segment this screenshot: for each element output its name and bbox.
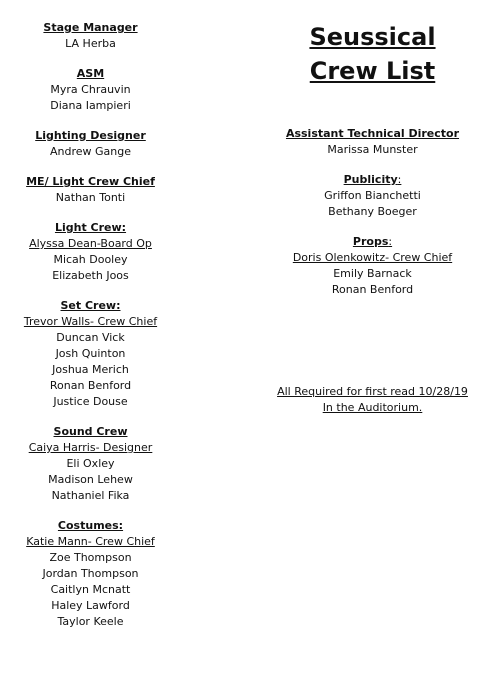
crew-member: Katie Mann- Crew Chief <box>26 535 155 548</box>
section-heading-text: Set Crew: <box>60 299 121 312</box>
section-asm <box>0 66 181 114</box>
section-heading-colon: : <box>397 173 402 186</box>
section-publicity <box>266 172 479 220</box>
note-line-1: All Required for first read 10/28/19 <box>277 385 468 398</box>
crew-member: Zoe Thompson <box>49 551 132 564</box>
note-line-2: In the Auditorium. <box>322 401 423 414</box>
section-light-crew <box>0 220 181 284</box>
section-props <box>266 234 479 298</box>
section-heading-text: Sound Crew <box>53 425 128 438</box>
section-assistant-technical-director <box>266 126 479 158</box>
section-sound-crew <box>0 424 181 504</box>
right-sections <box>266 126 479 298</box>
section-heading <box>0 128 181 144</box>
section-heading-text: Stage Manager <box>43 21 138 34</box>
section-heading <box>0 220 181 236</box>
section-heading-text: ME/ Light Crew Chief <box>26 175 155 188</box>
crew-member: Griffon Bianchetti <box>324 189 421 202</box>
crew-member: Micah Dooley <box>53 253 128 266</box>
section-heading <box>266 234 479 250</box>
section-heading <box>0 298 181 314</box>
section-heading <box>0 66 181 82</box>
rehearsal-note <box>266 384 479 416</box>
crew-member: Elizabeth Joos <box>52 269 129 282</box>
section-heading-text: Lighting Designer <box>35 129 146 142</box>
section-lighting-designer <box>0 128 181 160</box>
left-column <box>0 20 181 630</box>
section-heading <box>0 174 181 190</box>
crew-member: Taylor Keele <box>57 615 124 628</box>
section-heading-text: Light Crew: <box>54 221 127 234</box>
crew-member: Trevor Walls- Crew Chief <box>23 315 158 328</box>
section-heading <box>0 20 181 36</box>
section-heading <box>0 518 181 534</box>
section-heading-text: Props <box>352 235 389 248</box>
right-column <box>266 20 479 416</box>
crew-member: LA Herba <box>65 37 116 50</box>
crew-member: Emily Barnack <box>333 267 412 280</box>
crew-member: Nathaniel Fika <box>51 489 130 502</box>
crew-member: Duncan Vick <box>56 331 125 344</box>
crew-member: Jordan Thompson <box>42 567 139 580</box>
section-heading-text: Assistant Technical Director <box>285 127 460 140</box>
crew-member: Caiya Harris- Designer <box>28 441 153 454</box>
section-stage-manager <box>0 20 181 52</box>
crew-member: Diana Iampieri <box>50 99 131 112</box>
crew-member: Madison Lehew <box>48 473 133 486</box>
crew-member: Eli Oxley <box>66 457 115 470</box>
section-heading-text: ASM <box>76 67 105 80</box>
crew-member: Justice Douse <box>53 395 128 408</box>
crew-member: Nathan Tonti <box>55 191 126 204</box>
title-line-2: Crew List <box>309 57 436 85</box>
spacer <box>266 298 479 384</box>
section-heading <box>266 126 479 142</box>
crew-member: Caitlyn Mcnatt <box>50 583 131 596</box>
crew-member: Josh Quinton <box>55 347 126 360</box>
crew-member: Bethany Boeger <box>328 205 417 218</box>
section-me-light-crew-chief <box>0 174 181 206</box>
title-line-1: Seussical <box>309 23 436 51</box>
crew-member: Doris Olenkowitz- Crew Chief <box>292 251 453 264</box>
section-heading <box>0 424 181 440</box>
crew-member: Ronan Benford <box>49 379 132 392</box>
crew-member: Haley Lawford <box>51 599 130 612</box>
section-set-crew <box>0 298 181 410</box>
crew-member: Ronan Benford <box>331 283 414 296</box>
section-costumes <box>0 518 181 630</box>
crew-member: Alyssa Dean-Board Op <box>29 237 152 250</box>
crew-member: Marissa Munster <box>327 143 418 156</box>
section-heading-text: Publicity <box>343 173 398 186</box>
section-heading <box>266 172 479 188</box>
crew-member: Joshua Merich <box>52 363 129 376</box>
crew-member: Myra Chrauvin <box>50 83 131 96</box>
section-heading-colon: : <box>388 235 393 248</box>
section-heading-text: Costumes: <box>57 519 124 532</box>
document-title <box>266 20 479 88</box>
crew-member: Andrew Gange <box>49 145 131 158</box>
